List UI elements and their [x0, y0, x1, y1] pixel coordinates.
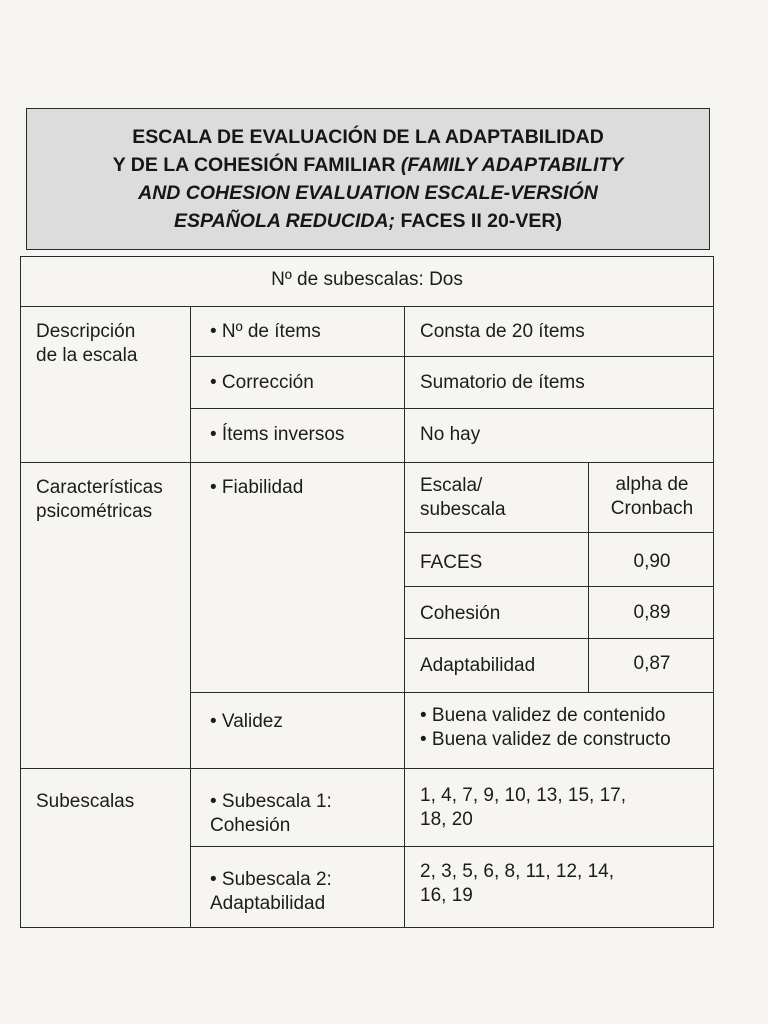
table-rule: [404, 638, 714, 639]
table-rule: [404, 306, 405, 928]
table-border-left: [20, 256, 21, 928]
table-rule: [20, 462, 714, 463]
table-rule: [190, 846, 714, 847]
table-rule: [588, 462, 589, 692]
subescala-1-label-line2: Cohesión: [210, 815, 291, 836]
table-border-bottom: [20, 927, 714, 928]
items-inversos-label: • Ítems inversos: [210, 424, 345, 445]
correccion-value: Sumatorio de ítems: [420, 372, 585, 393]
validez-value: [420, 704, 671, 752]
subscales-count: Nº de subescalas: Dos: [271, 269, 463, 290]
table-border-right: [713, 256, 714, 928]
correccion-label: • Corrección: [210, 372, 314, 393]
title-line-4-italic: ESPAÑOLA REDUCIDA;: [174, 210, 396, 232]
caracteristicas-label: [36, 476, 186, 524]
table-rule: [20, 306, 714, 307]
validez-value-line2: • Buena validez de constructo: [420, 729, 671, 750]
table-rule: [190, 408, 714, 409]
table-rule: [404, 532, 714, 533]
subescala-2-items-line2: 16, 19: [420, 885, 473, 906]
table-rule: [404, 586, 714, 587]
validez-label: • Validez: [210, 711, 283, 732]
subescala-2-items-line1: 2, 3, 5, 6, 8, 11, 12, 14,: [420, 861, 615, 882]
reliability-row-name: Adaptabilidad: [420, 655, 536, 676]
subescala-2-items: [420, 860, 614, 908]
subescala-1-items-line2: 18, 20: [420, 809, 473, 830]
descripcion-label-line1: Descripción: [36, 321, 136, 342]
subescala-1-items-line1: 1, 4, 7, 9, 10, 13, 15, 17,: [420, 785, 626, 806]
validez-value-line1: • Buena validez de contenido: [420, 705, 666, 726]
table-rule: [20, 768, 714, 769]
items-count-label: • Nº de ítems: [210, 321, 321, 342]
subescalas-label: Subescalas: [36, 791, 135, 812]
subescala-1-items: [420, 784, 626, 832]
subescala-2-label-line1: • Subescala 2:: [210, 869, 332, 890]
title-line-3: AND COHESION EVALUATION ESCALE-VERSIÓN: [138, 182, 598, 204]
reliability-row-alpha: 0,87: [633, 653, 671, 674]
reliability-header-alpha: [590, 473, 714, 521]
reliability-row-name: FACES: [420, 552, 483, 573]
caracteristicas-label-line2: psicométricas: [36, 501, 153, 522]
title-line-4-plain: FACES II 20-VER): [395, 210, 562, 232]
title-line-2-italic: (FAMILY ADAPTABILITY: [400, 154, 624, 176]
subescala-1-label: [210, 790, 332, 838]
table-rule: [190, 306, 191, 928]
items-inversos-value: No hay: [420, 424, 481, 445]
scale-table: [20, 256, 714, 928]
title-line-2: [113, 151, 624, 179]
reliability-row-alpha: 0,90: [633, 551, 671, 572]
descripcion-label-line2: de la escala: [36, 345, 138, 366]
reliability-header-scale-line1: Escala/: [420, 475, 483, 496]
caracteristicas-label-line1: Características: [36, 477, 163, 498]
table-rule: [190, 356, 714, 357]
title-line-1: ESCALA DE EVALUACIÓN DE LA ADAPTABILIDAD: [132, 126, 604, 148]
reliability-header-alpha-line2: Cronbach: [610, 498, 694, 519]
descripcion-label: [36, 320, 186, 368]
reliability-header-alpha-line1: alpha de: [615, 474, 689, 495]
reliability-row-name: Cohesión: [420, 603, 501, 624]
subescala-2-label: [210, 868, 332, 916]
title-line-2-plain: Y DE LA COHESIÓN FAMILIAR: [112, 154, 401, 176]
items-count-value: Consta de 20 ítems: [420, 321, 585, 342]
fiabilidad-label: • Fiabilidad: [210, 477, 304, 498]
subescala-2-label-line2: Adaptabilidad: [210, 893, 326, 914]
table-border-top: [20, 256, 714, 257]
table-rule: [190, 692, 714, 693]
reliability-header-scale-line2: subescala: [420, 499, 506, 520]
reliability-row-alpha: 0,89: [633, 602, 671, 623]
scale-title-box: [26, 108, 710, 250]
reliability-header-scale: [420, 474, 506, 522]
title-line-4: [174, 207, 562, 235]
subescala-1-label-line1: • Subescala 1:: [210, 791, 332, 812]
